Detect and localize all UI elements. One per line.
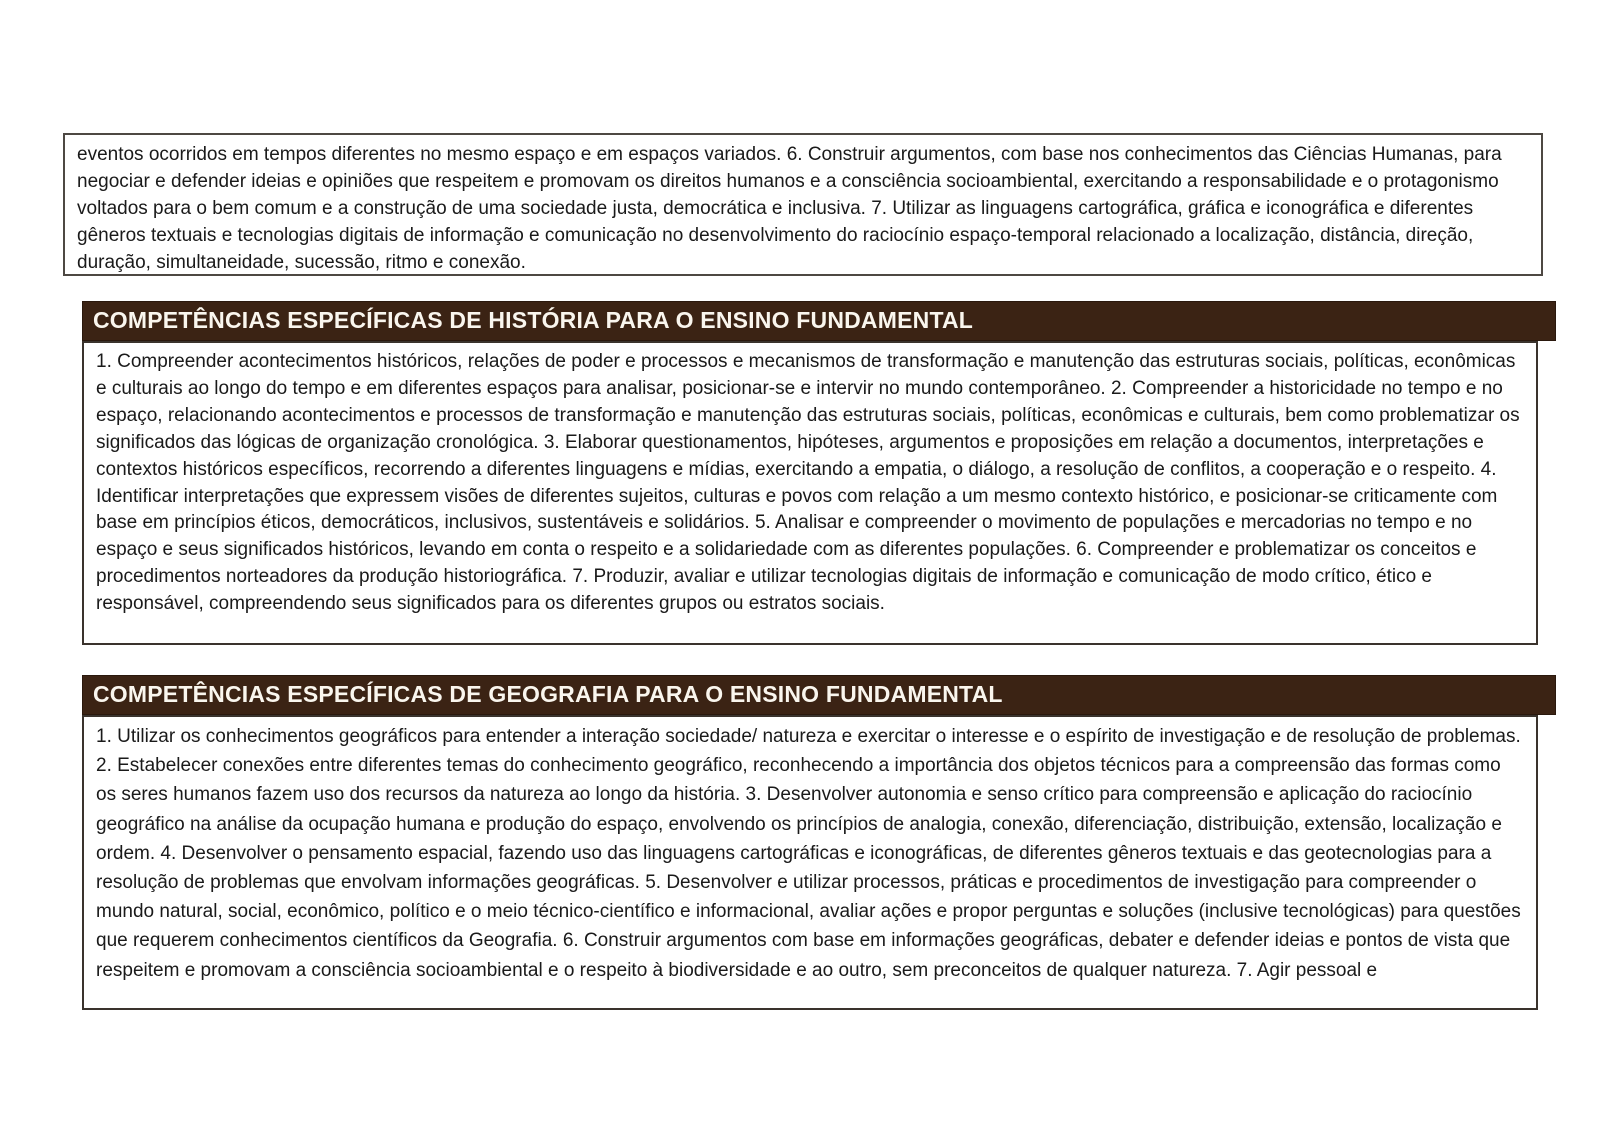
section-body-historia: 1. Compreender acontecimentos históricos, relações de poder e processos e mecanismos de transformação e manutenção das estruturas sociais, políticas, econômicas e culturais ao longo do tempo e em diferentes espaços para analisar, posicionar-se e intervir no mundo contemporâneo. 2. Compreender a historicidade no tempo e no espaço, relacionando acontecimentos e processos de transformação e manutenção das estruturas sociais, políticas, econômicas e culturais, bem como problematizar os significados das lógicas de organização cronológica. 3. Elaborar questionamentos, hipóteses, argumentos e proposições em relação a documentos, interpretações e contextos históricos específicos, recorrendo a diferentes linguagens e mídias, exercitando a empatia, o diálogo, a resolução de conflitos, a cooperação e o respeito. 4. Identificar interpretações que expressem visões de diferentes sujeitos, culturas e povos com relação a um mesmo contexto histórico, e posicionar-se criticamente com base em princípios éticos, democráticos, inclusivos, sustentáveis e solidários. 5. Analisar e compreender o movimento de populações e mercadorias no tempo e no espaço e seus significados históricos, levando em conta o respeito e a solidariedade com as diferentes populações. 6. Compreender e problematizar os conceitos e procedimentos norteadores da produção historiográfica. 7. Produzir, avaliar e utilizar tecnologias digitais de informação e comunicação de modo crítico, ético e responsável, compreendendo seus significados para os diferentes grupos ou estratos sociais. (82, 341, 1538, 645)
section-header-historia-label: COMPETÊNCIAS ESPECÍFICAS DE HISTÓRIA PARA O ENSINO FUNDAMENTAL (93, 306, 974, 333)
section-body-geografia: 1. Utilizar os conhecimentos geográficos para entender a interação sociedade/ natureza e exercitar o interesse e o espírito de investigação e de resolução de problemas. 2. Estabelecer conexões entre diferentes temas do conhecimento geográfico, reconhecendo a importância dos objetos técnicos para a compreensão das formas como os seres humanos fazem uso dos recursos da natureza ao longo da história. 3. Desenvolver autonomia e senso crítico para compreensão e aplicação do raciocínio geográfico na análise da ocupação humana e produção do espaço, envolvendo os princípios de analogia, conexão, diferenciação, distribuição, extensão, localização e ordem. 4. Desenvolver o pensamento espacial, fazendo uso das linguagens cartográficas e iconográficas, de diferentes gêneros textuais e das geotecnologias para a resolução de problemas que envolvam informações geográficas. 5. Desenvolver e utilizar processos, práticas e procedimentos de investigação para compreender o mundo natural, social, econômico, político e o meio técnico-científico e informacional, avaliar ações e propor perguntas e soluções (inclusive tecnológicas) para questões que requerem conhecimentos científicos da Geografia. 6. Construir argumentos com base em informações geográficas, debater e defender ideias e pontos de vista que respeitem e promovam a consciência socioambiental e o respeito à biodiversidade e ao outro, sem preconceitos de qualquer natureza. 7. Agir pessoal e (82, 715, 1538, 1010)
section-header-geografia (82, 675, 1556, 715)
intro-competencies-text-box: eventos ocorridos em tempos diferentes no mesmo espaço e em espaços variados. 6. Construir argumentos, com base nos conhecimentos das Ciências Humanas, para negociar e defender ideias e opiniões que respeitem e promovam os direitos humanos e a consciência socioambiental, exercitando a responsabilidade e o protagonismo voltados para o bem comum e a construção de uma sociedade justa, democrática e inclusiva. 7. Utilizar as linguagens cartográfica, gráfica e iconográfica e diferentes gêneros textuais e tecnologias digitais de informação e comunicação no desenvolvimento do raciocínio espaço-temporal relacionado a localização, distância, direção, duração, simultaneidade, sucessão, ritmo e conexão. (63, 133, 1543, 276)
section-header-historia (82, 301, 1556, 341)
section-header-geografia-label: COMPETÊNCIAS ESPECÍFICAS DE GEOGRAFIA PARA O ENSINO FUNDAMENTAL (93, 680, 1003, 707)
